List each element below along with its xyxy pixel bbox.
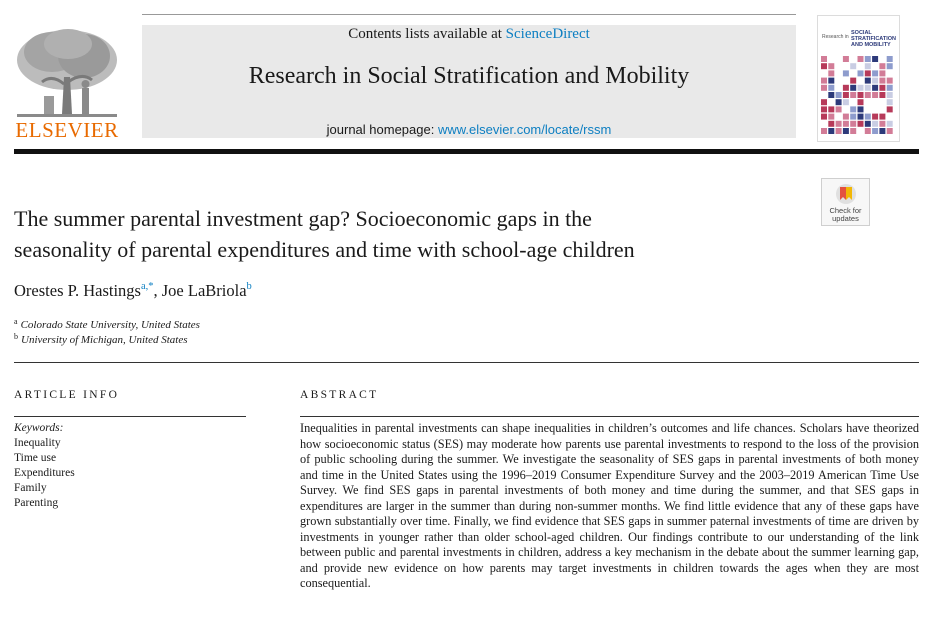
cover-mosaic-tile [858,99,864,105]
article-info-rule [14,416,246,417]
cover-mosaic-tile [836,121,842,127]
cover-mosaic-tile [828,85,834,91]
affiliation [14,317,200,331]
abstract-rule [300,416,919,417]
homepage-line [142,122,796,137]
cover-mosaic-tile [843,99,849,105]
keyword-item: Time use [14,452,57,464]
cover-mosaic-tile [858,85,864,91]
affiliation-mark: b [14,332,18,341]
cover-mosaic-tile [858,92,864,98]
cover-small-text: Research in [822,34,849,40]
cover-mosaic-tile [850,128,856,134]
check-for-updates-label [822,207,869,223]
cover-mosaic-tile [821,78,827,84]
abstract-text: Inequalities in parental investments can shape inequalities in children’s outcomes and life chances. Scholars have theorized how socioeconomic status (SES) may moderate how parents use parental investments to respond to the loss of the provision of public schooling during the summer. We investigate the seasonality of SES gaps in parental investments of both money and time in the United States using the 1996–2019 Consumer Expenditure Survey and the 2003–2019 American Time Use Survey. We find SES gaps in parental investments of both money and time during the summer, and that SES gaps in expenditures are larger in the summer than during non-summer months. We find little evidence that any of these gaps have grown substantially over time. Finally, we find evidence that SES gaps in summer paternal investments of time are driven by investments in younger rather than older school-aged children. Our findings contribute to our understanding of the link between public and parental investments in children, address a key mechanism in the debate about the summer learning gap, and provide new evidence on how parents may target investments in children towards the ages when they are most consequential. [300,421,919,590]
author-name[interactable]: Orestes P. Hastings [14,281,141,300]
cover-mosaic-tile [887,63,893,69]
affiliation-text: University of Michigan, United States [21,334,188,346]
cover-mosaic-tile [879,114,885,120]
check-label-line: Check for [829,206,862,215]
cover-mosaic-tile [843,121,849,127]
cover-mosaic-tile [843,114,849,120]
homepage-prefix: journal homepage: [326,122,438,137]
cover-mosaic-tile [872,70,878,76]
check-for-updates-button[interactable] [821,178,870,226]
header-top-rule [142,14,796,15]
contents-prefix: Contents lists available at [348,26,506,42]
cover-mosaic-tile [850,114,856,120]
cover-mosaic-tile [865,56,871,62]
keyword-item: Expenditures [14,467,75,479]
cover-mosaic-tile [828,128,834,134]
cover-mosaic-tile [879,121,885,127]
cover-mosaic-tile [872,78,878,84]
cover-mosaic-tile [872,128,878,134]
cover-mosaic-tile [887,128,893,134]
cover-mosaic-tile [865,70,871,76]
cover-mosaic-tile [828,114,834,120]
cover-mosaic-tile [850,78,856,84]
cover-mosaic-tile [879,92,885,98]
cover-mosaic-tile [887,85,893,91]
article-title-line: seasonality of parental expenditures and time with school-age children [14,237,635,262]
cover-mosaic-tile [843,85,849,91]
cover-mosaic-tile [879,85,885,91]
cover-mosaic-tile [879,128,885,134]
check-label-line: updates [832,214,859,223]
header-thick-rule [14,149,919,154]
cover-mosaic-tile [843,128,849,134]
cover-mosaic-tile [828,78,834,84]
cover-mosaic-tile [836,106,842,112]
cover-mosaic-tile [887,121,893,127]
abstract-heading: ABSTRACT [300,389,379,401]
homepage-link[interactable]: www.elsevier.com/locate/rssm [437,122,612,137]
publisher-name: ELSEVIER [15,118,119,142]
cover-mosaic-tile [858,70,864,76]
cover-mosaic-tile [872,114,878,120]
cover-mosaic-tile [828,121,834,127]
cover-mosaic-tile [858,121,864,127]
cover-mosaic-tile [850,63,856,69]
cover-mosaic-tile [850,121,856,127]
cover-mosaic-tile [828,63,834,69]
cover-mosaic-tile [865,63,871,69]
cover-title [851,30,896,48]
cover-mosaic-tile [850,92,856,98]
cover-mosaic-tile [865,85,871,91]
affiliation [14,332,188,346]
keyword-item: Parenting [14,497,59,509]
cover-mosaic-tile [879,70,885,76]
cover-mosaic-tile [865,114,871,120]
affiliation-mark: a [14,317,18,326]
cover-mosaic-tile [865,78,871,84]
cover-mosaic-tile [836,92,842,98]
cover-mosaic-tile [821,114,827,120]
cover-mosaic-tile [872,85,878,91]
cover-mosaic-tile [872,92,878,98]
article-title [14,203,794,265]
journal-cover[interactable] [817,15,900,142]
journal-header-box [142,25,796,138]
cover-mosaic-tile [879,63,885,69]
cover-title-line: AND MOBILITY [851,42,891,48]
cover-mosaic-tile [850,106,856,112]
contents-line [142,26,796,43]
cover-mosaic-tile [858,114,864,120]
cover-mosaic-tile [887,78,893,84]
article-info-heading: ARTICLE INFO [14,389,120,401]
cover-mosaic-tile [843,92,849,98]
cover-mosaic-tile [828,106,834,112]
author-separator: , [153,281,162,300]
cover-mosaic-tile [843,56,849,62]
cover-mosaic-tile [821,99,827,105]
cover-mosaic-tile [828,70,834,76]
cover-mosaic-tile [865,121,871,127]
cover-mosaic-tile [887,92,893,98]
cover-mosaic-tile [887,99,893,105]
author-affiliation-mark[interactable]: a,* [140,281,154,292]
affiliation-text: Colorado State University, United States [20,319,200,331]
cover-mosaic-tile [821,85,827,91]
cover-mosaic-tile [836,99,842,105]
section-divider [14,362,919,363]
author-affiliation-mark[interactable]: b [246,281,252,292]
cover-mosaic-tile [843,70,849,76]
cover-mosaic-tile [887,106,893,112]
cover-mosaic [821,56,895,136]
keyword-item: Inequality [14,437,61,449]
cover-mosaic-tile [821,56,827,62]
keywords-heading: Keywords: [14,422,64,434]
article-title-line: The summer parental investment gap? Socioeconomic gaps in the [14,206,592,231]
keywords-block [14,421,75,511]
cover-mosaic-tile [879,78,885,84]
cover-mosaic-tile [872,56,878,62]
cover-mosaic-tile [850,85,856,91]
cover-mosaic-tile [887,56,893,62]
cover-mosaic-tile [828,92,834,98]
author-list [14,281,252,301]
cover-mosaic-tile [858,106,864,112]
cover-mosaic-tile [872,121,878,127]
bookmark-icon [834,183,858,207]
cover-mosaic-tile [858,56,864,62]
cover-title-line: SOCIAL [851,30,872,36]
cover-mosaic-tile [865,128,871,134]
cover-title-line: STRATIFICATION [851,36,897,42]
cover-mosaic-tile [836,128,842,134]
cover-mosaic-tile [865,92,871,98]
cover-mosaic-tile [821,128,827,134]
keyword-item: Family [14,482,47,494]
author-name[interactable]: Joe LaBriola [161,281,247,300]
journal-title: Research in Social Stratification and Mobility [248,63,690,89]
sciencedirect-link[interactable]: ScienceDirect [505,26,590,42]
cover-mosaic-tile [821,63,827,69]
cover-mosaic-tile [821,106,827,112]
